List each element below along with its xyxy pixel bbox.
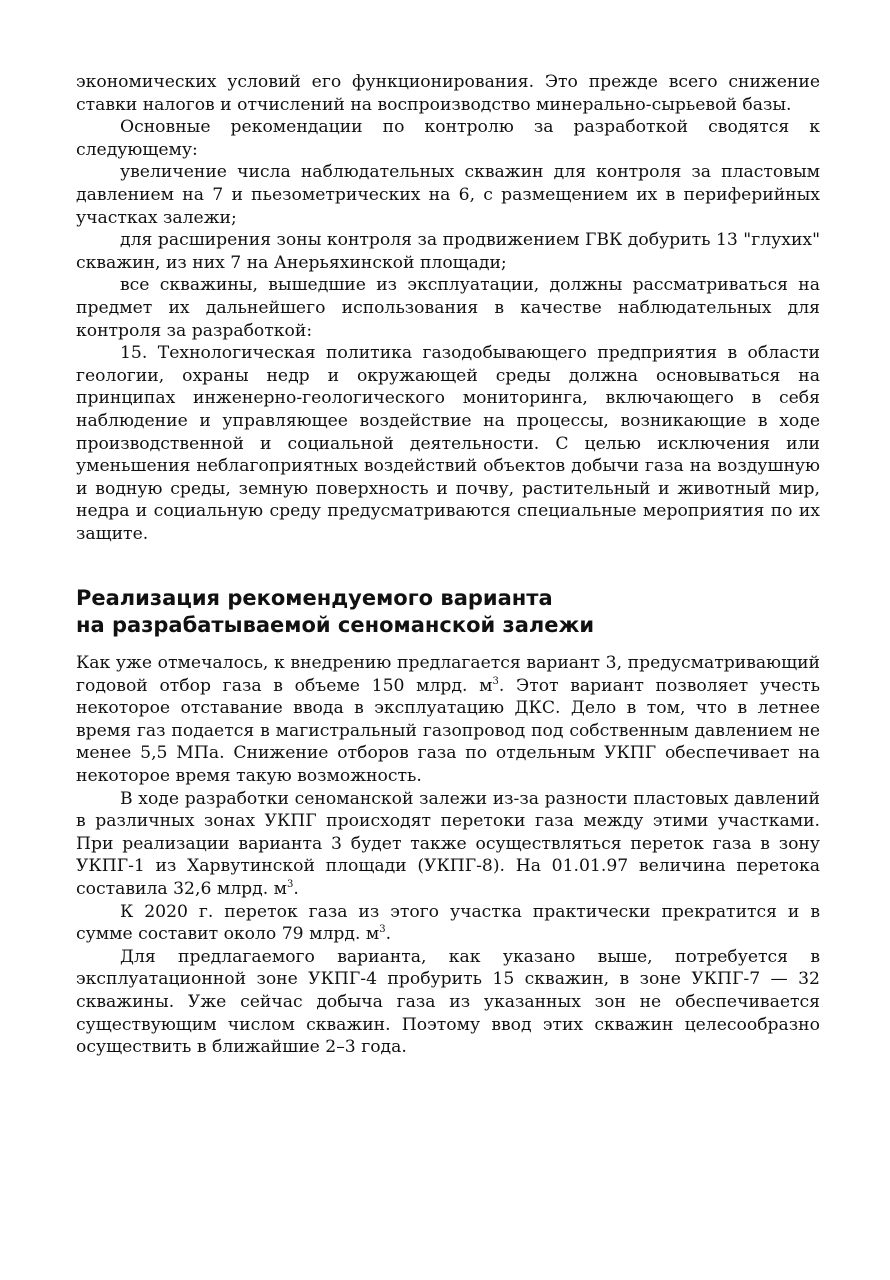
superscript-3: 3 [287,878,294,890]
paragraph-variant-3-text-b: . Этот вариант позволяет учесть некоторое отставание ввода в эксплуатацию ДКС. Дело в том, что в летнее время газ подается в магистральный газопровод под собственным давлением не менее 5,5 МПа. Снижение отборов газа по отдельным УКПГ обеспечивает на некоторое время такую возможность. [76,675,820,786]
paragraph-gas-flows-text-b: . [293,878,299,899]
paragraph-technological-policy: 15. Технологическая политика газодобывающего предприятия в области геологии, охраны недр и окружающей среды должна основываться на принципах инженерно-геологического мониторинга, включающего в себя наблюдение и управляющее воздействие на процессы, возникающие в ходе производственной и социальной деятельности. С целью исключения или уменьшения неблагоприятных воздействий объектов добычи газа на воздушную и водную среды, земную поверхность и почву, растительный и животный мир, недра и социальную среду предусматриваются специальные мероприятия по их защите. [76,343,820,544]
superscript-3: 3 [379,924,386,936]
paragraph-2020-flow-text-a: К 2020 г. переток газа из этого участка практически прекратится и в сумме составит около 79 млрд. м [76,901,820,945]
paragraph-observation-wells: увеличение числа наблюдательных скважин для контроля за пластовым давлением на 7 и пьезометрических на 6, с размещением их в периферийных участках залежи; [76,162,820,228]
section-heading [76,585,820,639]
top-text-block [76,71,820,545]
heading-line-1: Реализация рекомендуемого варианта [76,586,553,610]
paragraph-gas-flows-text-a: В ходе разработки сеноманской залежи из-за разности пластовых давлений в различных зонах УКПГ происходят перетоки газа между этими участками. При реализации варианта 3 будет также осуществляться переток газа в зону УКПГ-1 из Харвутинской площади (УКПГ-8). На 01.01.97 величина перетока составила 32,6 млрд. м [76,788,820,899]
paragraph-recommendations-intro: Основные рекомендации по контролю за разработкой сводятся к следующему: [76,117,820,160]
paragraph-decommissioned-wells: все скважины, вышедшие из эксплуатации, должны рассматриваться на предмет их дальнейшего использования в качестве наблюдательных для контроля за разработкой: [76,275,820,341]
superscript-3: 3 [492,675,499,687]
paragraph-gas-flows [76,788,820,901]
paragraph-2020-flow [76,901,820,946]
paragraph-gvk-control: для расширения зоны контроля за продвижением ГВК добурить 13 "глухих" скважин, из них 7 на Анерьяхинской площади; [76,230,820,273]
paragraph-variant-3-text-a: Как уже отмечалось, к внедрению предлагается вариант 3, предусматривающий годовой отбор газа в объеме 150 млрд. м [76,653,820,696]
bottom-text-block [76,652,820,1059]
heading-line-2: на разрабатываемой сеноманской залежи [76,613,595,637]
paragraph-drilling-plan: Для предлагаемого варианта, как указано выше, потребуется в эксплуатационной зоне УКПГ-4 пробурить 15 скважин, в зоне УКПГ-7 — 32 скважины. Уже сейчас добыча газа из указанных зон не обеспечивается существующим числом скважин. Поэтому ввод этих скважин целесообразно осуществить в ближайшие 2–3 года. [76,946,820,1058]
paragraph-economic-conditions: экономических условий его функционирования. Это прежде всего снижение ставки налогов и отчислений на воспроизводство минерально-сырьевой базы. [76,72,820,115]
paragraph-2020-flow-text-b: . [385,924,392,945]
paragraph-variant-3 [76,652,820,788]
